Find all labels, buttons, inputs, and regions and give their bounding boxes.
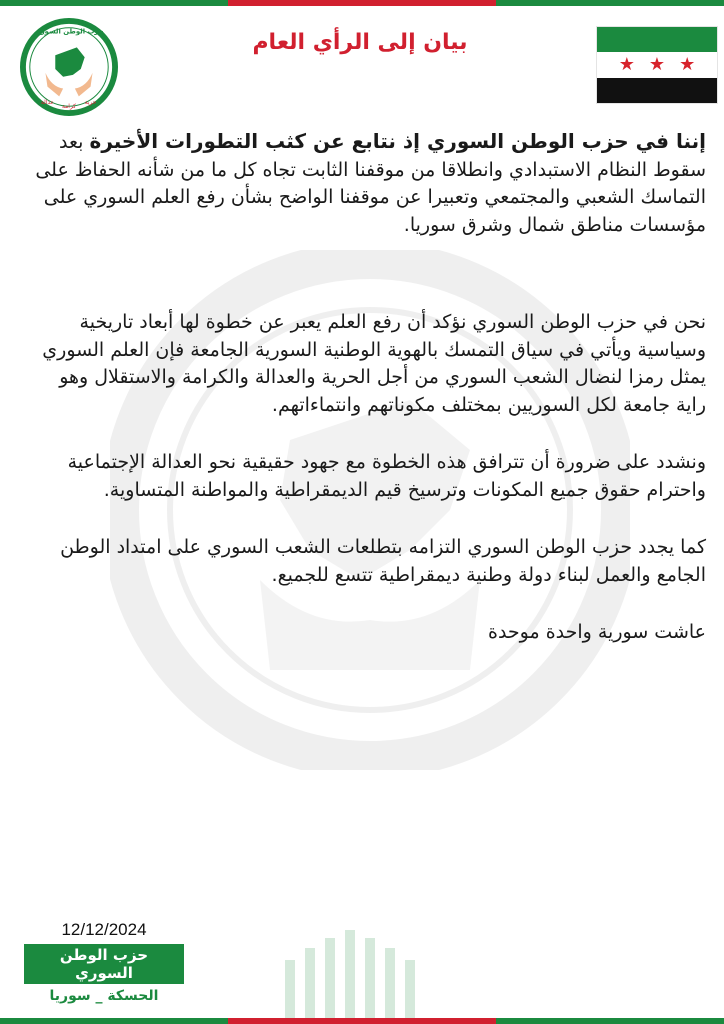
paragraph-2: نحن في حزب الوطن السوري نؤكد أن رفع العلم يعبر عن خطوة لها أبعاد تاريخية وسياسية ويأتي في سياق التمسك بالهوية الوطنية السورية الجامعة فإن العلم السوري يمثل رمزا لنضال الشعب السوري من أجل الحرية والعدالة والكرامة والاستقلال وهو راية جامعة لكل السوريين بمختلف مكوناتهم وانتماءاتهم. bbox=[42, 311, 706, 416]
syrian-independence-flag bbox=[596, 26, 718, 104]
party-name-badge: حزب الوطن السوري bbox=[24, 944, 184, 984]
decorative-stripes bbox=[275, 930, 445, 1018]
statement-location: الحسكة _ سوريا bbox=[49, 988, 159, 1004]
statement-body bbox=[24, 128, 706, 647]
statement-date: 12/12/2024 bbox=[61, 920, 147, 939]
statement-title: بيان إلى الرأي العام bbox=[252, 30, 468, 55]
bottom-color-bar bbox=[0, 1018, 724, 1024]
paragraph-4: كما يجدد حزب الوطن السوري التزامه بتطلعات الشعب السوري على امتداد الوطن الجامع والعمل لبناء دولة وطنية ديمقراطية تتسع للجميع. bbox=[60, 536, 706, 586]
logo-party-name: حزب الوطن السوري bbox=[34, 27, 104, 36]
paragraph-3: ونشدد على ضرورة أن تترافق هذه الخطوة مع جهود حقيقية نحو العدالة الإجتماعية واحترام حقوق جميع المكونات وترسيخ قيم الديمقراطية والمواطنة المتساوية. bbox=[67, 451, 706, 501]
top-color-bar bbox=[0, 0, 724, 6]
star-icon: ★ bbox=[618, 54, 635, 76]
star-icon: ★ bbox=[679, 54, 696, 76]
logo-word-justice: عدالة bbox=[40, 100, 55, 107]
logo-word-dignity: كرامة bbox=[62, 104, 76, 111]
closing-line: عاشت سورية واحدة موحدة bbox=[488, 621, 706, 643]
signature-block bbox=[24, 920, 184, 1004]
star-icon: ★ bbox=[648, 54, 666, 76]
paragraph-1-lead: إننا في حزب الوطن السوري إذ نتابع عن كثب التطورات الأخيرة bbox=[89, 129, 706, 153]
party-logo bbox=[20, 18, 118, 116]
logo-word-freedom: حرية bbox=[84, 100, 97, 107]
paragraph-1 bbox=[24, 128, 706, 239]
paragraph-1-rest: بعد سقوط النظام الاستبدادي وانطلاقا من موقفنا الثابت تجاه كل ما من شأنه الحفاظ على التماسك الشعبي والمجتمعي وتعبيرا عن موقفنا الواضح بشأن رفع العلم السوري على مؤسسات مناطق شمال وشرق سوريا. bbox=[35, 131, 706, 236]
